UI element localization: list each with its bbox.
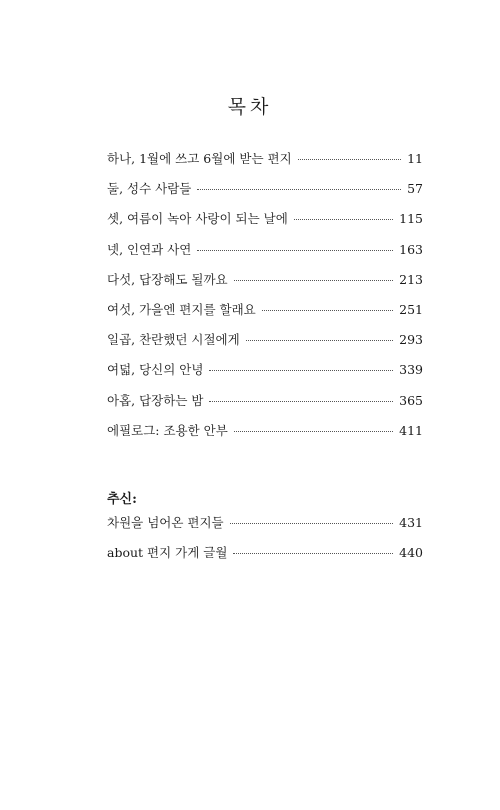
dot-leader: [209, 401, 393, 402]
dot-leader: [234, 431, 393, 432]
toc-entry-label: 하나, 1월에 쓰고 6월에 받는 편지: [107, 151, 292, 166]
postscript-list: [107, 515, 423, 575]
toc-entry-page: 365: [399, 392, 423, 408]
toc-entry-label: 다섯, 답장해도 될까요: [107, 271, 228, 287]
toc-entry: [107, 242, 423, 272]
dot-leader: [234, 280, 394, 281]
toc-entry: [107, 272, 423, 302]
toc-entry: [107, 423, 423, 453]
toc-entry: [107, 515, 423, 545]
toc-entry-label: 둘, 성수 사람들: [107, 181, 192, 197]
toc-entry: [107, 302, 423, 332]
toc-entry-page: 57: [407, 181, 423, 197]
toc-entry-page: 163: [399, 241, 423, 257]
toc-entry-label: 에필로그: 조용한 안부: [107, 422, 228, 438]
toc-entry: [107, 362, 423, 392]
dot-leader: [262, 310, 393, 311]
toc-entry-page: 293: [399, 332, 423, 348]
dot-leader: [233, 553, 393, 554]
toc-entry-label: 일곱, 찬란했던 시절에게: [107, 332, 240, 348]
toc-entry-label: 차원을 넘어온 편지들: [107, 515, 224, 530]
dot-leader: [209, 370, 393, 371]
toc-entry: [107, 151, 423, 181]
postscript-heading: 추신:: [107, 492, 137, 507]
toc-entry-page: 440: [399, 545, 423, 561]
toc-entry-page: 11: [407, 151, 423, 166]
toc-entry-page: 411: [399, 422, 423, 438]
toc-entry-page: 251: [399, 301, 423, 317]
toc-entry-label: 아홉, 답장하는 밤: [107, 392, 204, 408]
toc-entry-page: 115: [399, 211, 423, 227]
toc-entry-label: 여섯, 가을엔 편지를 할래요: [107, 301, 256, 317]
toc-entry-label: about 편지 가게 글월: [107, 545, 228, 561]
dot-leader: [230, 523, 394, 524]
dot-leader: [294, 219, 393, 220]
toc-entry-label: 셋, 여름이 녹아 사랑이 되는 날에: [107, 211, 288, 227]
dot-leader: [298, 159, 401, 160]
dot-leader: [197, 189, 401, 190]
toc-entry: [107, 332, 423, 362]
toc-entry: [107, 181, 423, 211]
dot-leader: [197, 250, 393, 251]
page-title: 목차: [227, 96, 273, 118]
toc-entry-label: 여덟, 당신의 안녕: [107, 362, 204, 378]
toc-entry: [107, 545, 423, 575]
dot-leader: [246, 340, 393, 341]
toc-entry-label: 넷, 인연과 사연: [107, 241, 192, 257]
toc-entry: [107, 393, 423, 423]
toc-list: [107, 151, 423, 453]
toc-entry-page: 339: [399, 362, 423, 378]
toc-entry-page: 213: [399, 271, 423, 287]
toc-entry: [107, 211, 423, 241]
toc-entry-page: 431: [399, 515, 423, 530]
